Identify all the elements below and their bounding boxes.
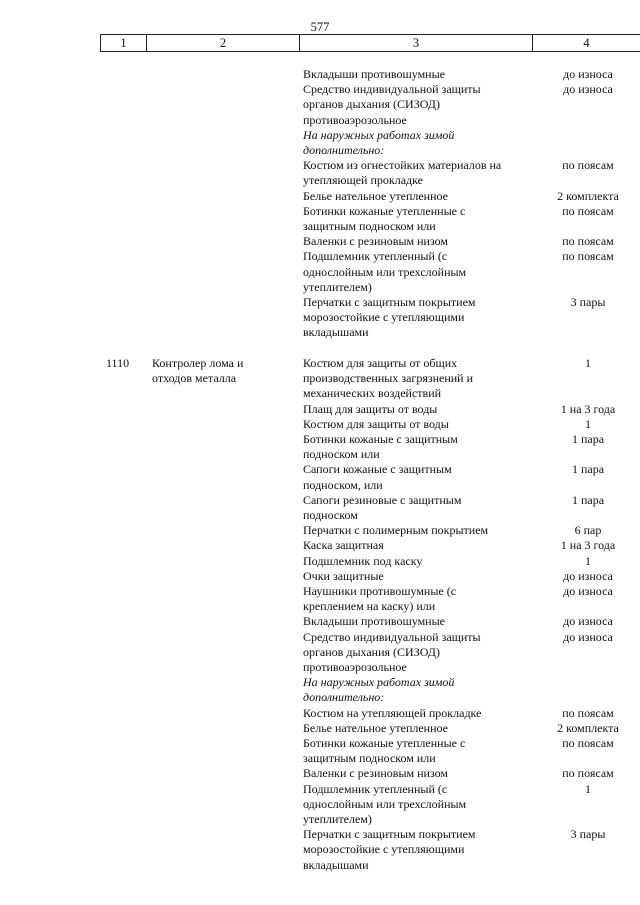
item-name: Подшлемник утепленный (с однослойным или трехслойным утеплителем) (303, 781, 467, 826)
item-name: Костюм для защиты от общих производственных загрязнений и механических воздействий (303, 356, 474, 401)
item-norm: 2 комплекта (557, 188, 619, 203)
item-norm: до износа (563, 568, 613, 583)
item-name: Белье нательное утепленное (303, 188, 448, 203)
item-norm: 1 пара (571, 462, 605, 477)
item-norm: 1 на 3 года (560, 401, 616, 416)
item-norm: 2 комплекта (557, 720, 619, 735)
item-name: Средство индивидуальной защиты органов дыхания (СИЗОД) противоаэрозольное (303, 629, 481, 674)
item-norm: до износа (563, 629, 613, 644)
header-col-1: 1 (100, 35, 146, 51)
item-norm: 1 (585, 553, 591, 568)
item-name: Перчатки с полимерным покрытием (303, 523, 489, 538)
item-name: Каска защитная (303, 538, 384, 553)
item-name: Очки защитные (303, 568, 384, 583)
item-norm: 3 пары (570, 827, 606, 842)
item-norm: 1 (585, 356, 591, 370)
item-norm: 1 (585, 416, 591, 431)
item-norm: 6 пар (574, 523, 602, 538)
item-name: Валенки с резиновым низом (303, 766, 449, 781)
item-norm: по поясам (562, 234, 614, 249)
item-name: Наушники противошумные (с креплением на каску) или (303, 584, 457, 614)
item-name: Плащ для защиты от воды (303, 401, 438, 416)
item-norm: до износа (563, 67, 613, 81)
item-name: Белье нательное утепленное (303, 720, 448, 735)
item-norm: по поясам (562, 203, 614, 218)
section-note: На наружных работах зимой дополнительно: (303, 675, 455, 705)
item-norm: 3 пары (570, 295, 606, 309)
item-norm: по поясам (562, 766, 614, 781)
item-name: Подшлемник под каску (303, 553, 423, 568)
item-name: Подшлемник утепленный (с однослойным или трехслойным утеплителем) (303, 249, 467, 294)
item-name: Сапоги кожаные с защитным подноском, или (303, 462, 452, 492)
table-header (100, 34, 640, 52)
item-norm: 1 пара (571, 432, 605, 446)
section-note: На наружных работах зимой дополнительно: (303, 127, 455, 157)
item-name: Сапоги резиновые с защитным подноском (303, 492, 462, 522)
item-name: Перчатки с защитным покрытием морозостойкие с утепляющими вкладышами (303, 827, 476, 872)
item-name: Вкладыши противошумные (303, 67, 445, 81)
item-name: Валенки с резиновым низом (303, 234, 449, 249)
item-norm: 1 пара (571, 492, 605, 507)
item-norm: по поясам (562, 158, 614, 173)
row-number: 1110 (106, 356, 130, 370)
item-name: Перчатки с защитным покрытием морозостойкие с утепляющими вкладышами (303, 295, 476, 340)
item-norm: до износа (563, 584, 613, 598)
item-norm: до износа (563, 82, 613, 97)
item-norm: 1 (585, 781, 591, 796)
item-norm: до износа (563, 614, 613, 629)
item-name: Костюм для защиты от воды (303, 416, 449, 431)
profession-name: Контролер лома и отходов металла (152, 356, 244, 386)
item-norm: 1 на 3 года (560, 538, 616, 553)
item-name: Ботинки кожаные с защитным подноском или (303, 432, 458, 462)
item-name: Ботинки кожаные утепленные с защитным подноском или (303, 203, 466, 233)
header-col-3: 3 (299, 35, 532, 51)
page-number: 577 (310, 20, 330, 34)
item-name: Вкладыши противошумные (303, 614, 445, 629)
item-name: Костюм из огнестойких материалов на утепляющей прокладке (303, 158, 502, 188)
item-name: Ботинки кожаные утепленные с защитным подноском или (303, 736, 466, 766)
item-norm: по поясам (562, 705, 614, 720)
item-name: Средство индивидуальной защиты органов дыхания (СИЗОД) противоаэрозольное (303, 82, 481, 127)
header-col-2: 2 (146, 35, 299, 51)
header-col-4: 4 (532, 35, 640, 51)
item-name: Костюм на утепляющей прокладке (303, 705, 482, 720)
item-norm: по поясам (562, 736, 614, 750)
item-norm: по поясам (562, 249, 614, 264)
